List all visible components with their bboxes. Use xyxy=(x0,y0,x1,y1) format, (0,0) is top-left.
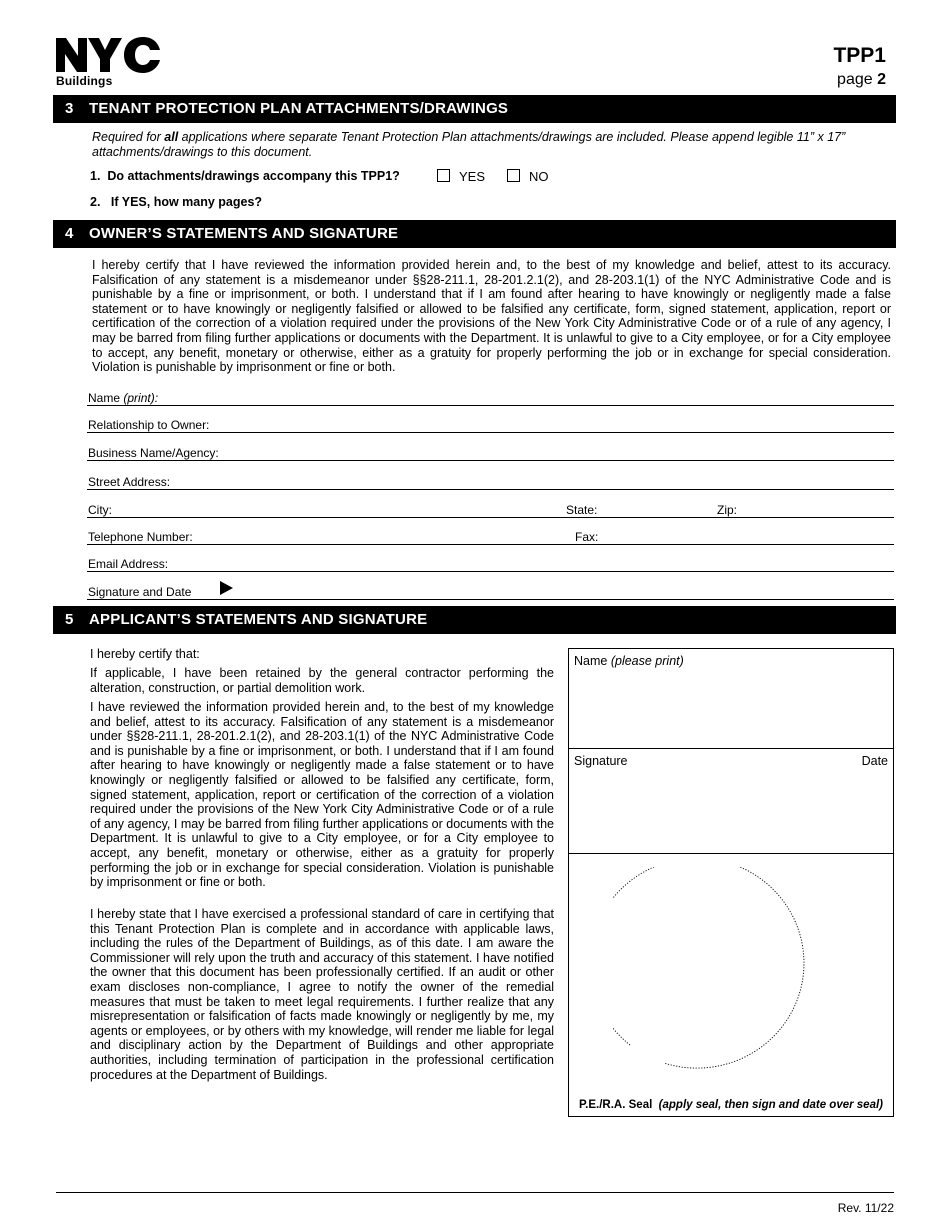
city-state-zip-field[interactable] xyxy=(87,517,894,518)
section-title: TENANT PROTECTION PLAN ATTACHMENTS/DRAWINGS xyxy=(89,100,509,117)
state-field-label: State: xyxy=(566,503,598,517)
street-field[interactable] xyxy=(87,489,894,490)
city-field-label: City: xyxy=(88,503,112,517)
question-page-count xyxy=(90,195,262,209)
seal-caption xyxy=(569,1099,893,1111)
applicant-date-label: Date xyxy=(861,754,888,768)
section-title: APPLICANT’S STATEMENTS AND SIGNATURE xyxy=(89,611,428,628)
question-attachments xyxy=(90,169,400,183)
section-number: 3 xyxy=(65,100,74,117)
sign-here-arrow-icon xyxy=(220,581,233,595)
question-number: 2. xyxy=(90,195,101,209)
name-field[interactable] xyxy=(87,405,894,406)
question-number: 1. xyxy=(90,169,101,183)
applicant-signature-box xyxy=(568,648,894,1117)
section-5-header xyxy=(53,606,896,634)
applicant-name-field[interactable] xyxy=(569,671,893,747)
section-3-header xyxy=(53,95,896,123)
applicant-name-label xyxy=(574,654,684,668)
section-3-note xyxy=(92,130,892,160)
zip-field-label: Zip: xyxy=(717,503,738,517)
professional-care-statement: I hereby state that I have exercised a professional standard of care in certifying that this Tenant Protection Plan is complete and in accordance with applicable laws, including the rules of the Department of Buildings, as of this date. I am aware the Commissioner will rely upon the truth and accuracy of this statement. I have notified the owner that this document has been professionally certified. If an audit or other exam discloses non-compliance, I agree to notify the owner of the remedial measures that must be taken to meet legal requirements. I further realize that any misrepresentation or falsification of facts made knowingly or negligently by me, my agents or employees, or by others with my knowledge, will render me liable for legal and disciplinary action by the Department of Buildings and other appropriate authorities, including termination of participation in the professional certification procedures at the Department of Buildings. xyxy=(90,907,554,1082)
page-number: 2 xyxy=(877,71,886,88)
fax-field-label: Fax: xyxy=(575,530,599,544)
no-checkbox[interactable] xyxy=(507,169,520,182)
business-field-label: Business Name/Agency: xyxy=(88,446,219,460)
no-label: NO xyxy=(529,169,549,184)
owner-signature-field[interactable] xyxy=(87,599,894,600)
page-indicator xyxy=(837,71,886,89)
label-note: (print): xyxy=(123,391,159,405)
divider xyxy=(569,748,893,749)
retained-statement: If applicable, I have been retained by the general contractor performing the alteration, construction, or partial demolition work. xyxy=(90,666,554,695)
page-label: page xyxy=(837,71,873,88)
section-number: 4 xyxy=(65,225,74,242)
certify-intro: I hereby certify that: xyxy=(90,647,200,661)
divider xyxy=(569,853,893,854)
email-field[interactable] xyxy=(87,571,894,572)
street-field-label: Street Address: xyxy=(88,475,171,489)
accuracy-statement: I have reviewed the information provided herein and, to the best of my knowledge and belief, attest to its accuracy. Falsification of any statement is a misdemeanor under §§28-211.1, 28-201.2.1(2), and 28-203.1(1) of the NYC Administrative Code and is punishable by a fine or imprisonment, or both. I understand that if I am found after hearing to have knowingly or negligently made a false statement or to have knowingly or negligently falsified or allowed to be falsified any certificate, form, signed statement, application, report or certification of the correction of a violation required under the provisions of the New York City Administrative Code or of a rule of any agency, I may be barred from filing further applications or documents with the Department. It is unlawful to give to a City employee, or for a City employee to accept, any benefit, monetary or otherwise, either as a gratuity for properly performing the job or in exchange for special consideration. Violation is punishable by imprisonment or fine or both. xyxy=(90,700,554,890)
name-field-label xyxy=(88,391,158,405)
question-text: If YES, how many pages? xyxy=(110,195,263,209)
seal-label: P.E./R.A. Seal xyxy=(578,1099,653,1111)
section-title: OWNER’S STATEMENTS AND SIGNATURE xyxy=(89,225,399,242)
logo-subtitle: Buildings xyxy=(56,74,113,88)
signature-date-label: Signature and Date xyxy=(88,585,192,599)
section-4-header xyxy=(53,220,896,248)
note-text: applications where separate Tenant Protection Plan attachments/drawings are included. Please append legible 11” x 17” attachments/drawings to this document. xyxy=(92,130,846,159)
footer-divider xyxy=(56,1192,894,1193)
seal-circle-icon[interactable] xyxy=(613,867,835,1085)
label-text: Name xyxy=(574,654,608,668)
note-emphasis: all xyxy=(164,130,179,144)
relationship-field[interactable] xyxy=(87,432,894,433)
yes-label: YES xyxy=(459,169,486,184)
applicant-signature-field[interactable] xyxy=(569,771,893,851)
section-number: 5 xyxy=(65,611,74,628)
note-text: Required for xyxy=(92,130,165,144)
business-field[interactable] xyxy=(87,460,894,461)
relationship-field-label: Relationship to Owner: xyxy=(88,418,210,432)
telephone-fax-field[interactable] xyxy=(87,544,894,545)
question-text: Do attachments/drawings accompany this TPP1? xyxy=(107,169,400,183)
label-note: (please print) xyxy=(610,654,684,668)
revision-label: Rev. 11/22 xyxy=(837,1201,894,1215)
owner-statement: I hereby certify that I have reviewed the information provided herein and, to the best of my knowledge and belief, attest to its accuracy. Falsification of any statement is a misdemeanor under §§28-211.1, 28-201.2.1(2), and 28-203.1(1) of the NYC Administrative Code and is punishable by a fine or imprisonment, or both. I understand that if I am found after hearing to have knowingly or negligently made a false statement or to have knowingly or negligently falsified or allowed to be falsified any certificate, form, signed statement, application, report or certification of the correction of a violation required under the provisions of the New York City Administrative Code or of a rule of any agency, I may be barred from filing further applications or documents with the Department. It is unlawful to give to a City employee, or for a City employee to accept, any benefit, monetary or otherwise, either as a gratuity for properly performing the job or in exchange for special consideration. Violation is punishable by imprisonment or fine or both. xyxy=(92,258,891,375)
label-text: Name xyxy=(88,391,121,405)
email-field-label: Email Address: xyxy=(88,557,169,571)
applicant-signature-label: Signature xyxy=(574,754,628,768)
nyc-logo-mark xyxy=(56,36,162,76)
yes-checkbox[interactable] xyxy=(437,169,450,182)
form-id: TPP1 xyxy=(833,44,886,67)
seal-note: (apply seal, then sign and date over seal) xyxy=(658,1099,883,1111)
telephone-field-label: Telephone Number: xyxy=(88,530,193,544)
